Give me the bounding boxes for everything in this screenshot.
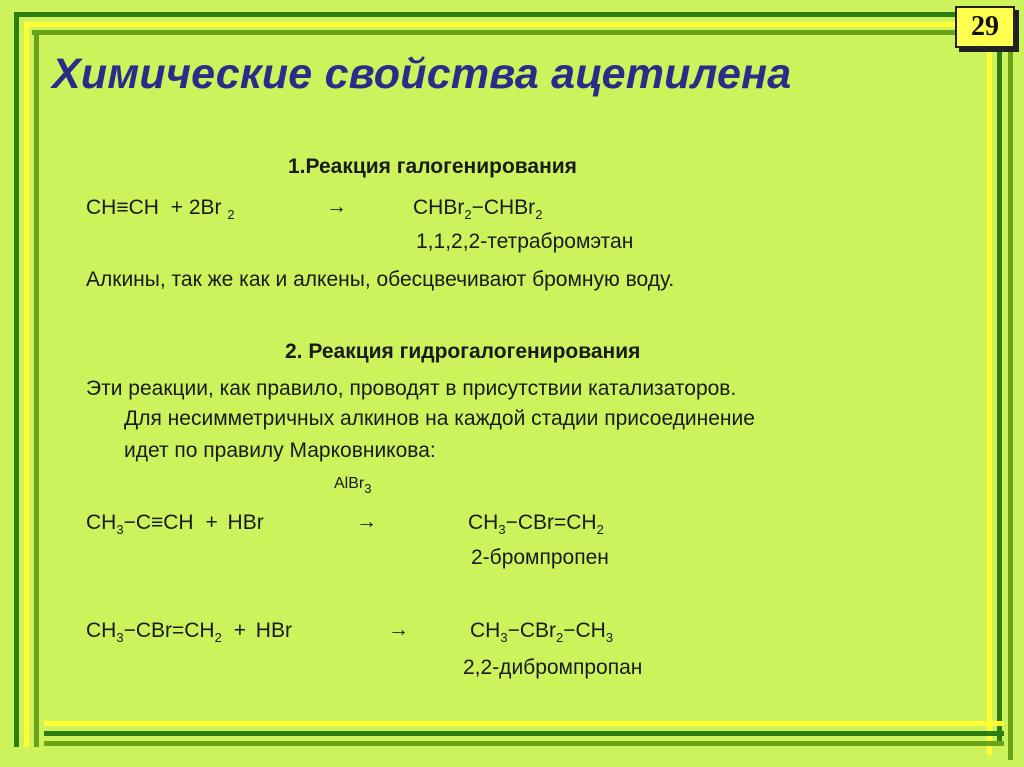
plus-sign: + <box>170 196 184 219</box>
frame-left-stripe-3 <box>34 30 39 747</box>
frame-left-stripe-2 <box>24 22 29 747</box>
section1-equation <box>86 196 235 222</box>
section2-paragraph-line3: идет по правилу Марковникова: <box>124 439 436 462</box>
section2-equation2-left: $CH_3-CBr=CH_2$ + HBr <box>86 619 292 645</box>
section2-equation2-product-name: 2,2-дибромпропан <box>463 656 643 679</box>
section1-note: Алкины, так же как и алкены, обесцвечивают бромную воду. <box>86 268 675 291</box>
bromine-subscript: 2 <box>227 207 235 222</box>
frame-bottom-stripe-3 <box>44 741 1004 746</box>
frame-top-stripe-2 <box>24 22 1004 27</box>
frame-right-stripe-2 <box>997 45 1002 745</box>
slide-title: Химические свойства ацетилена <box>52 50 792 98</box>
frame-left-stripe-1 <box>14 12 19 747</box>
reactant-bromine: 2Br <box>188 196 222 219</box>
section2-equation2-arrow: → <box>388 618 409 641</box>
section2-equation1-product-name: 2-бромпропен <box>471 546 609 569</box>
catalyst-label: AlBr$_3$ <box>334 475 372 496</box>
section2-equation1-left: $CH_3-C\equiv CH$ + HBr <box>86 511 264 537</box>
slide-number: 29 <box>971 11 999 42</box>
section2-equation1-arrow: → <box>356 510 377 533</box>
frame-bottom-stripe-2 <box>44 731 1004 736</box>
section2-equation1-product: $CH_3-CBr=CH_2$ <box>468 511 604 537</box>
section2-paragraph-line2: Для несимметричных алкинов на каждой стадии присоединение <box>124 407 755 430</box>
frame-top-stripe-1 <box>14 12 1004 17</box>
frame-right-stripe-1 <box>987 35 992 755</box>
frame-bottom-stripe-1 <box>44 721 1004 726</box>
slide-number-badge <box>955 6 1015 48</box>
section2-paragraph-line1: Эти реакции, как правило, проводят в присутствии катализаторов. <box>86 377 737 400</box>
section2-heading: 2. Реакция гидрогалогенирования <box>285 340 641 363</box>
section1-heading: 1.Реакция галогенирования <box>288 155 577 178</box>
section1-product: CHBr$_2$−CHBr$_2$ <box>413 196 543 222</box>
frame-right-stripe-3 <box>1008 30 1013 760</box>
section2-equation2-product: $CH_3-CBr_2-CH_3$ <box>470 619 614 645</box>
section1-arrow: → <box>326 195 347 218</box>
section1-product-name: 1,1,2,2-тетрабромэтан <box>416 230 634 253</box>
reactant-acetylene: CH≡CH <box>86 196 159 219</box>
frame-top-stripe-3 <box>32 30 1004 35</box>
